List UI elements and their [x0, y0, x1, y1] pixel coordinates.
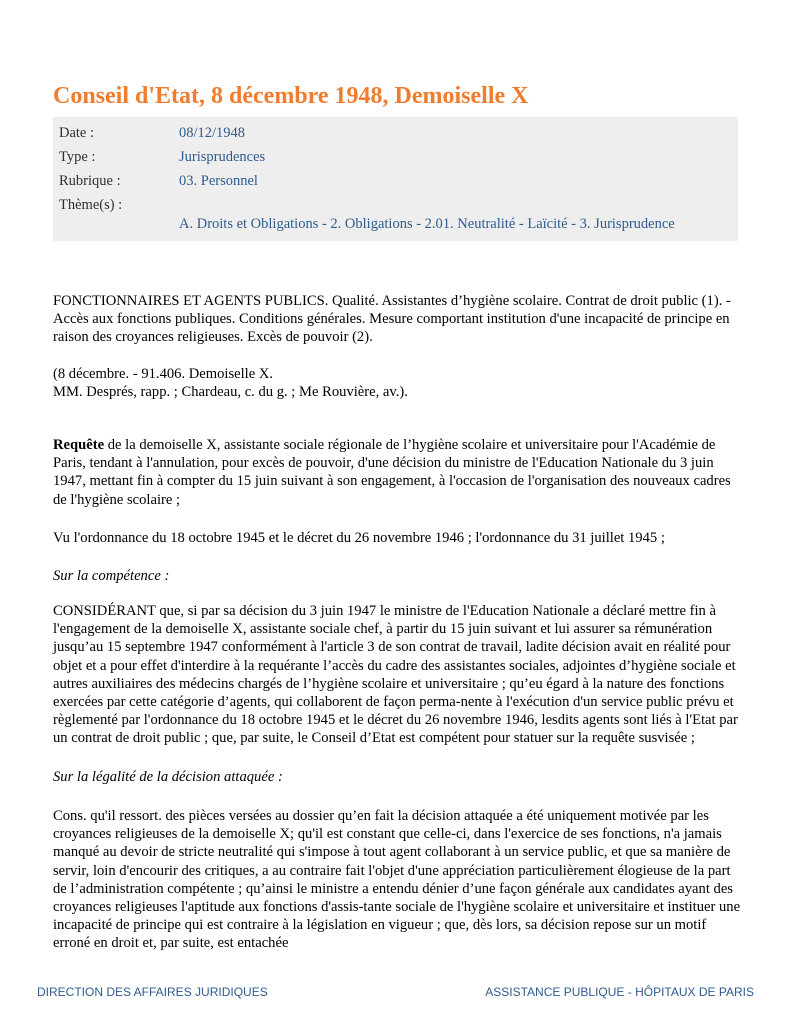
metadata-panel [53, 117, 738, 241]
competence-heading: Sur la compétence : [53, 568, 170, 584]
requete-bold: Requête [53, 437, 105, 453]
type-value[interactable]: Jurisprudences [179, 149, 266, 165]
rubrique-label: Rubrique : [59, 173, 121, 189]
footer-left: DIRECTION DES AFFAIRES JURIDIQUES [37, 985, 268, 999]
considerant-paragraph: CONSIDÉRANT que, si par sa décision du 3 juin 1947 le ministre de l'Education Nationale a déclaré mettre fin à l'engagement de la demoiselle X, assistante sociale chef, à partir du 15 juin suivant et lui assurer sa rémunération jusqu’au 15 septembre 1947 conformément à l'article 3 de son contrat de travail, ladite décision avait en réalité pour objet et a pour effet d'interdire à la requérante l’accès du cadre des assistantes sociales, adjointes d’hygiène sociale et autres auxiliaires des médecins chargés de l’hygiène scolaire et universitaire ; qu’eu égard à la nature des fonctions exercées par cette catégorie d’agents, qui collaborent de façon perma-nente à l'exécution d'un service public prévu et règlementé par l'ordonnance du 18 octobre 1945 et le décret du 26 novembre 1946, lesdits agents sont liés à l'Etat par un contrat de droit public ; que, par suite, le Conseil d’Etat est compétent pour statuer sur la requête susvisée ; [53, 603, 738, 747]
summary-paragraph: FONCTIONNAIRES ET AGENTS PUBLICS. Qualité. Assistantes d’hygiène scolaire. Contrat de droit public (1). - Accès aux fonctions publiques. Conditions générales. Mesure comportant institution d'une incapacité de principe en raison des croyances religieuses. Excès de pouvoir (2). [53, 293, 731, 346]
reference-line-1: (8 décembre. - 91.406. Demoiselle X. [53, 366, 274, 382]
legalite-heading: Sur la légalité de la décision attaquée : [53, 769, 283, 785]
date-value: 08/12/1948 [179, 125, 246, 141]
requete-paragraph [53, 436, 743, 509]
themes-label: Thème(s) : [59, 197, 123, 213]
page-title: Conseil d'Etat, 8 décembre 1948, Demoiselle X [53, 83, 529, 109]
rubrique-value[interactable]: 03. Personnel [179, 173, 258, 189]
date-label: Date : [59, 125, 95, 141]
type-label: Type : [59, 149, 96, 165]
cons-paragraph: Cons. qu'il ressort. des pièces versées au dossier qu’en fait la décision attaquée a été uniquement motivée par les croyances religieuses de la demoiselle X; qu'il est constant que celle-ci, dans l'exercice de ses fonctions, n'a jamais manqué au devoir de stricte neutralité qui s'impose à tout agent collaborant à un service public, et que sa manière de servir, loin d'encourir des critiques, a au contraire fait l'objet d'une appréciation particulièrement élogieuse de la part de l’administration compétente ; qu’ainsi le ministre a entendu dénier d’une façon générale aux candidates ayant des croyances religieuses l'aptitude aux fonctions d'assis-tante sociale de l'hygiène scolaire et universitaire et instituer une incapacité de principe qui est contraire à la législation en vigueur ; que, dès lors, sa décision repose sur un motif erroné en droit et, par suite, est entachée [53, 808, 741, 952]
footer-right: ASSISTANCE PUBLIQUE - HÔPITAUX DE PARIS [485, 985, 754, 999]
themes-value[interactable]: A. Droits et Obligations - 2. Obligations - 2.01. Neutralité - Laïcité - 3. Jurisprudence [179, 216, 675, 232]
reference-line-2: MM. Després, rapp. ; Chardeau, c. du g. ; Me Rouvière, av.). [53, 384, 408, 400]
requete-text: de la demoiselle X, assistante sociale régionale de l’hygiène scolaire et universitaire pour l'Académie de Paris, tendant à l'annulation, pour excès de pouvoir, d'une décision du ministre de l'Education Nationale du 3 juin 1947, mettant fin à compter du 15 juin suivant à son engagement, à l'occasion de l'organisation des nouveaux cadres de l'hygiène scolaire ; [53, 437, 731, 508]
vu-paragraph: Vu l'ordonnance du 18 octobre 1945 et le décret du 26 novembre 1946 ; l'ordonnance du 31 juillet 1945 ; [53, 530, 665, 546]
